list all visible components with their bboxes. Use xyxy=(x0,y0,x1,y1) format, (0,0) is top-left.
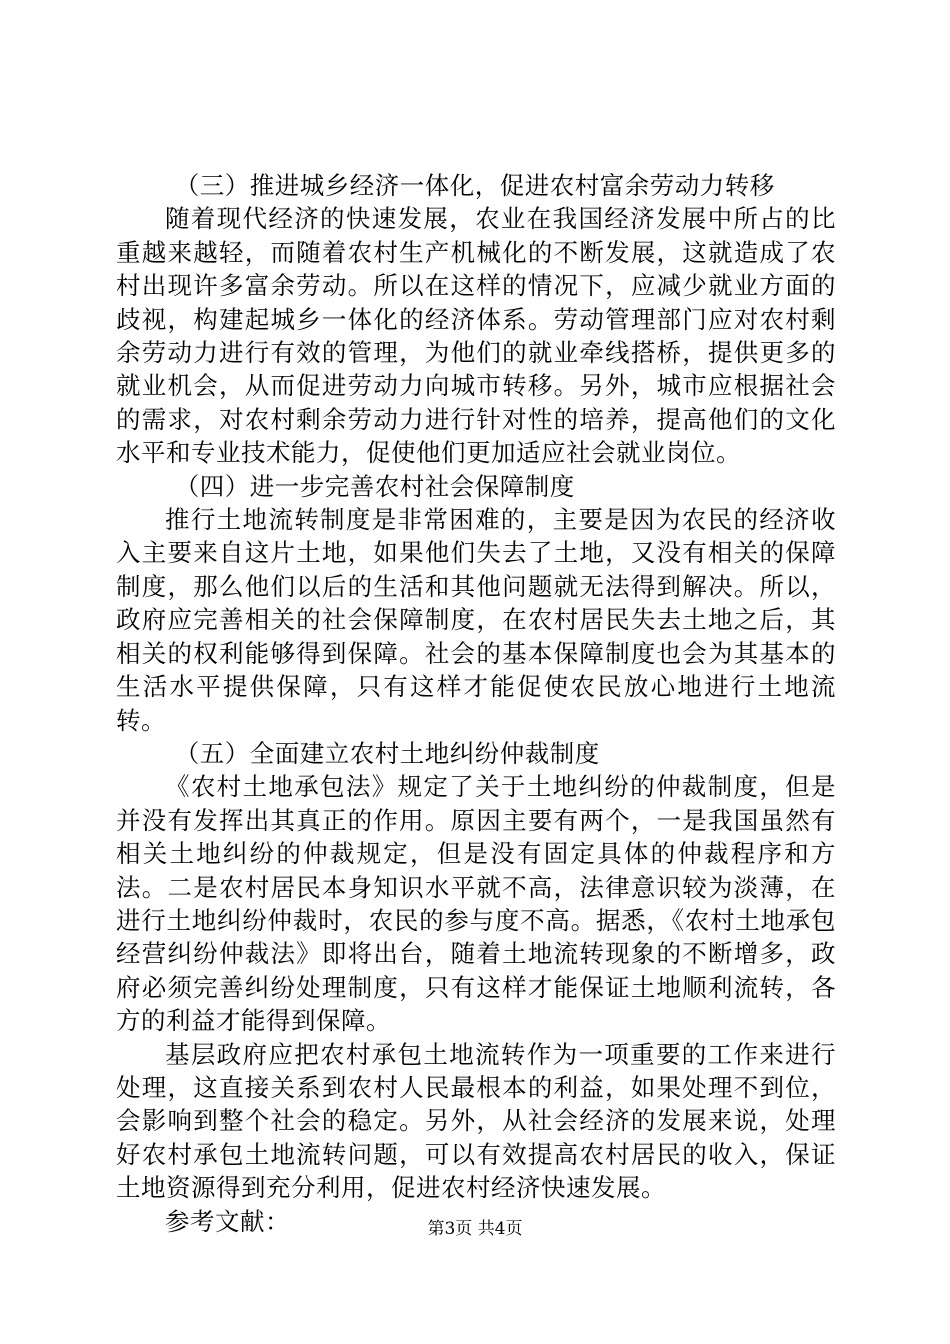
body-paragraph: 推行土地流转制度是非常困难的，主要是因为农民的经济收入主要来自这片土地，如果他们失去了土地，又没有相关的保障制度，那么他们以后的生活和其他问题就无法得到解决。所以，政府应完善相关的社会保障制度，在农村居民失去土地之后，其相关的权利能够得到保障。社会的基本保障制度也会为其基本的生活水平提供保障，只有这样才能促使农民放心地进行土地流转。 xyxy=(116,505,836,735)
body-paragraph: 随着现代经济的快速发展，农业在我国经济发展中所占的比重越来越轻，而随着农村生产机械化的不断发展，这就造成了农村出现许多富余劳动。所以在这样的情况下，应减少就业方面的歧视，构建起城乡一体化的经济体系。劳动管理部门应对农村剩余劳动力进行有效的管理，为他们的就业牵线搭桥，提供更多的就业机会，从而促进劳动力向城市转移。另外，城市应根据社会的需求，对农村剩余劳动力进行针对性的培养，提高他们的文化水平和专业技术能力，促使他们更加适应社会就业岗位。 xyxy=(116,204,836,468)
document-body xyxy=(116,169,836,1238)
body-paragraph: 基层政府应把农村承包土地流转作为一项重要的工作来进行处理，这直接关系到农村人民最根本的利益，如果处理不到位，会影响到整个社会的稳定。另外，从社会经济的发展来说，处理好农村承包土地流转问题，可以有效提高农村居民的收入，保证土地资源得到充分利用，促进农村经济快速发展。 xyxy=(116,1039,836,1203)
section-heading-5: （五）全面建立农村土地纠纷仲裁制度 xyxy=(174,738,600,768)
page-footer: 第3页 共4页 xyxy=(427,1219,523,1239)
body-paragraph: 《农村土地承包法》规定了关于土地纠纷的仲裁制度，但是并没有发挥出其真正的作用。原因主要有两个，一是我国虽然有相关土地纠纷的仲裁规定，但是没有固定具体的仲裁程序和方法。二是农村居民本身知识水平就不高，法律意识较为淡薄，在进行土地纠纷仲裁时，农民的参与度不高。据悉，《农村土地承包经营纠纷仲裁法》即将出台，随着土地流转现象的不断增多，政府必须完善纠纷处理制度，只有这样才能保证土地顺利流转，各方的利益才能得到保障。 xyxy=(116,772,836,1036)
section-heading-4: （四）进一步完善农村社会保障制度 xyxy=(174,471,575,501)
references-label: 参考文献： xyxy=(165,1206,290,1236)
section-heading-3: （三）推进城乡经济一体化，促进农村富余劳动力转移 xyxy=(174,171,775,200)
